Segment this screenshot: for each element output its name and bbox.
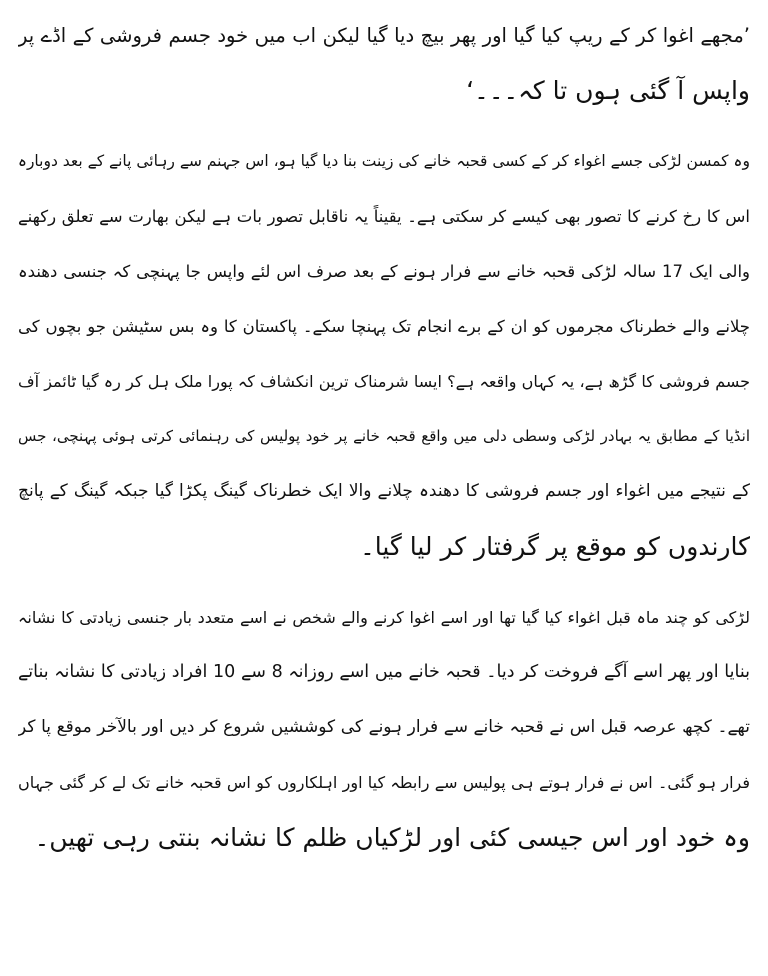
- text-line: کارندوں کو موقع پر گرفتار کر لیا گیا۔: [360, 532, 750, 561]
- paragraph: [18, 590, 750, 865]
- text-line: ’مجھے اغوا کر کے ریپ کیا گیا اور پھر بیچ دیا گیا لیکن اب میں خود جسم فروشی کے اڈے پر: [18, 24, 750, 47]
- text-line: فرار ہو گئی۔ اس نے فرار ہوتے ہی پولیس سے رابطہ کیا اور اہلکاروں کو اس قحبہ خانے تک لے کر گئی جہاں: [18, 773, 750, 792]
- paragraph-gap: [18, 122, 750, 134]
- text-line: لڑکی کو چند ماہ قبل اغواء کیا گیا تھا اور اسے اغوا کرنے والے شخص نے اسے متعدد بار جنسی زیادتی کا نشانہ: [18, 608, 750, 627]
- text-line: وہ خود اور اس جیسی کئی اور لڑکیاں ظلم کا نشانہ بنتی رہی تھیں۔: [34, 823, 750, 852]
- text-line: تھے۔ کچھ عرصہ قبل اس نے قحبہ خانے سے فرار ہونے کی کوششیں شروع کر دیں اور بالآخر موقع پا کر: [18, 717, 750, 737]
- text-line: واپس آ گئی ہوں تا کہ۔۔۔‘: [466, 76, 750, 105]
- text-line: انڈیا کے مطابق یہ بہادر لڑکی وسطی دلی میں واقع قحبہ خانے پر خود پولیس کی رہنمائی کرتی ہوئی پہنچی، جس: [18, 427, 750, 445]
- paragraph: [18, 134, 750, 574]
- text-line: والی ایک 17 سالہ لڑکی قحبہ خانے سے فرار ہونے کے بعد صرف اس لئے واپس جا پہنچی کہ جنسی دھندہ: [18, 262, 750, 281]
- text-line: وہ کمسن لڑکی جسے اغواء کر کے کسی قحبہ خانے کی زینت بنا دیا گیا ہو، اس جہنم سے رہائی پانے کے بعد دوبارہ: [18, 152, 750, 170]
- article-body: [18, 8, 750, 869]
- text-line: اس کا رخ کرنے کا تصور بھی کیسے کر سکتی ہے۔ یقیناً یہ ناقابل تصور بات ہے لیکن بھارت سے تعلق رکھنے: [18, 207, 750, 226]
- paragraph: [18, 8, 750, 118]
- paragraph-gap: [18, 578, 750, 590]
- text-line: کے نتیجے میں اغواء اور جسم فروشی کا دھندہ چلانے والا ایک خطرناک گینگ پکڑا گیا جبکہ گینگ کے پانچ: [18, 481, 750, 501]
- text-line: بنایا اور پھر اسے آگے فروخت کر دیا۔ قحبہ خانے میں اسے روزانہ 8 سے 10 افراد زیادتی کا نشانہ بناتے: [18, 662, 750, 682]
- text-line: چلانے والے خطرناک مجرموں کو ان کے برے انجام تک پہنچا سکے۔ پاکستان کا وہ بس سٹیشن جو بچوں کی: [18, 317, 750, 336]
- text-line: جسم فروشی کا گڑھ ہے، یہ کہاں واقعہ ہے؟ ایسا شرمناک ترین انکشاف کہ پورا ملک ہل کر رہ گیا ٹائمز آف: [18, 372, 750, 391]
